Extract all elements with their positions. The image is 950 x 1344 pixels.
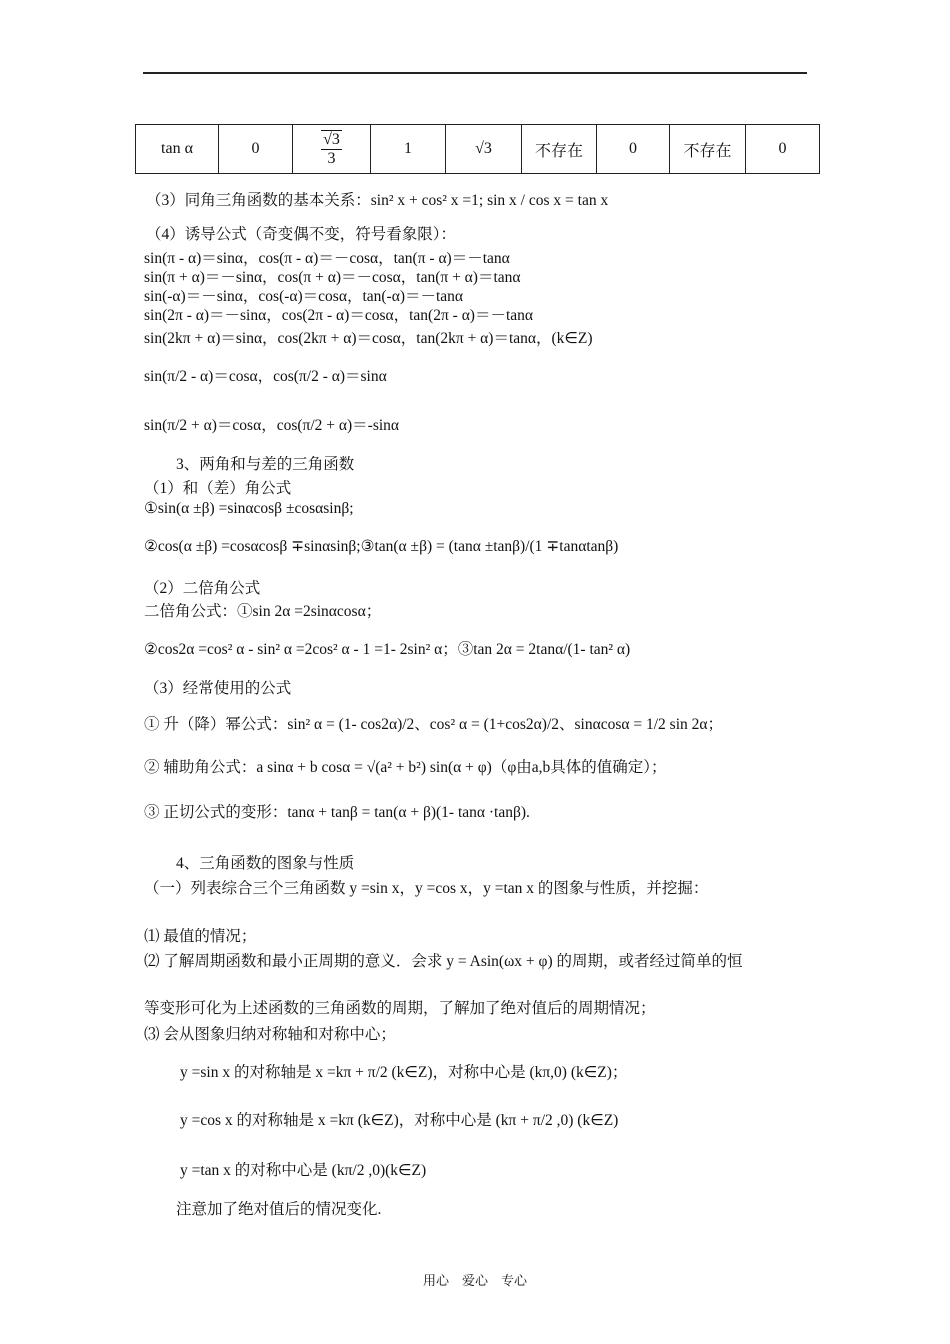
formula-line: ①sin(α ±β) =sinαcosβ ±cosαsinβ; <box>144 500 354 517</box>
formula-line: sin(-α)＝－sinα，cos(-α)＝cosα，tan(-α)＝－tanα <box>144 288 464 305</box>
formula-line: 二倍角公式：①sin 2α =2sinαcosα； <box>144 603 382 620</box>
table-cell: 0 <box>219 125 293 174</box>
table-cell <box>293 125 371 174</box>
fraction <box>321 130 342 169</box>
table-cell: 不存在 <box>522 125 597 174</box>
formula-line: sin(2π - α)＝－sinα，cos(2π - α)＝cosα，tan(2π - α)＝－tanα <box>144 307 534 324</box>
note-line: 注意加了绝对值后的情况变化. <box>176 1201 382 1218</box>
subsection-heading: （1）和（差）角公式 <box>144 480 292 497</box>
table-cell: 不存在 <box>670 125 746 174</box>
subsection-heading: （3）经常使用的公式 <box>144 680 292 697</box>
fraction-denominator: 3 <box>327 150 336 167</box>
paragraph-line: ⑶ 会从图象归纳对称轴和对称中心； <box>144 1026 396 1043</box>
row-label: tan α <box>136 125 219 174</box>
table-cell: √3 <box>446 125 522 174</box>
table-cell: 0 <box>746 125 820 174</box>
formula-line: ② 辅助角公式：a sinα + b cosα = √(a² + b²) sin(α + φ)（φ由a,b具体的值确定）； <box>144 759 667 776</box>
formula-line: y =cos x 的对称轴是 x =kπ (k∈Z)，对称中心是 (kπ + π/2 ,0) (k∈Z) <box>180 1112 619 1129</box>
table-cell: 1 <box>371 125 446 174</box>
formula-line: ②cos(α ±β) =cosαcosβ ∓sinαsinβ;③tan(α ±β) = (tanα ±tanβ)/(1 ∓tanαtanβ) <box>144 538 619 555</box>
formula-line: y =tan x 的对称中心是 (kπ/2 ,0)(k∈Z) <box>180 1162 427 1179</box>
formula-line: sin(π/2 - α)＝cosα，cos(π/2 - α)＝sinα <box>144 368 387 385</box>
trig-value-table <box>135 124 820 174</box>
formula-line: y =sin x 的对称轴是 x =kπ + π/2 (k∈Z)，对称中心是 (kπ,0) (k∈Z)； <box>180 1064 628 1081</box>
paragraph-line: ⑴ 最值的情况； <box>144 928 257 945</box>
header-rule <box>143 72 807 74</box>
formula-line: sin(π - α)＝sinα，cos(π - α)＝－cosα，tan(π - α)＝－tanα <box>144 250 510 267</box>
subsection-heading: （2）二倍角公式 <box>144 580 261 597</box>
table-cell: 0 <box>597 125 670 174</box>
page-footer: 用心 爱心 专心 <box>422 1273 527 1288</box>
fraction-numerator: √3 <box>321 130 342 150</box>
formula-line: ②cos2α =cos² α - sin² α =2cos² α - 1 =1- 2sin² α；③tan 2α = 2tanα/(1- tan² α) <box>144 641 631 658</box>
formula-line: ① 升（降）幂公式：sin² α = (1- cos2α)/2、cos² α = (1+cos2α)/2、sinαcosα = 1/2 sin 2α； <box>144 716 723 733</box>
paragraph-line: 等变形可化为上述函数的三角函数的周期，了解加了绝对值后的周期情况； <box>144 1000 656 1017</box>
induction-heading: （4）诱导公式（奇变偶不变，符号看象限）： <box>146 226 457 243</box>
table-row <box>136 125 820 174</box>
formula-line: sin(2kπ + α)＝sinα，cos(2kπ + α)＝cosα，tan(2kπ + α)＝tanα，(k∈Z) <box>144 330 593 347</box>
section-heading: 3、两角和与差的三角函数 <box>176 456 355 473</box>
paragraph-line: （一）列表综合三个三角函数 y =sin x，y =cos x，y =tan x 的图象与性质，并挖掘： <box>144 880 709 897</box>
formula-line: sin(π/2 + α)＝cosα，cos(π/2 + α)＝-sinα <box>144 417 400 434</box>
paragraph-line: ⑵ 了解周期函数和最小正周期的意义．会求 y = Asin(ωx + φ) 的周期，或者经过简单的恒 <box>144 953 743 970</box>
formula-line: sin(π + α)＝－sinα，cos(π + α)＝－cosα，tan(π + α)＝tanα <box>144 269 521 286</box>
basic-relations-line: （3）同角三角函数的基本关系：sin² x + cos² x =1; sin x / cos x = tan x <box>146 192 609 209</box>
section-heading: 4、三角函数的图象与性质 <box>176 855 355 872</box>
formula-line: ③ 正切公式的变形：tanα + tanβ = tan(α + β)(1- tanα ·tanβ). <box>144 804 530 821</box>
